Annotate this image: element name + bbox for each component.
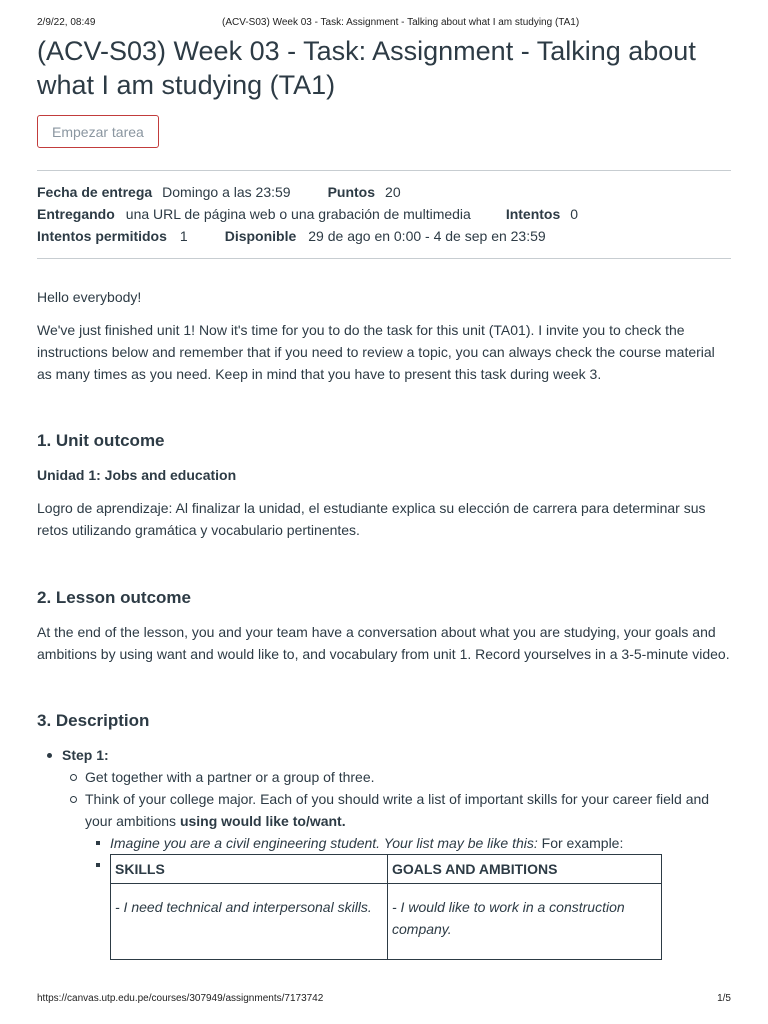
table-row xyxy=(111,855,662,884)
attempts-value: 0 xyxy=(570,206,579,222)
lesson-outcome-text: At the end of the lesson, you and your team have a conversation about what you are studying, your goals and ambitions by using want and would like to, and vocabulary from unit 1. Record yourselves in a 3-5-minute video. xyxy=(37,624,730,662)
print-footer xyxy=(37,993,731,1004)
available-label: Disponible xyxy=(224,228,297,244)
print-date: 2/9/22, 08:49 xyxy=(37,17,96,28)
step-1-a: Get together with a partner or a group of three. xyxy=(85,769,375,785)
assignment-description xyxy=(37,286,731,960)
list-item xyxy=(85,788,731,960)
allowed-attempts-label: Intentos permitidos xyxy=(37,228,167,244)
table-cell-goal: - I would like to work in a construction company. xyxy=(388,884,662,960)
step-1-b: Think of your college major. Each of you should write a list of important skills for your career field and your ambitions xyxy=(85,791,710,829)
section-unit-outcome: 1. Unit outcome xyxy=(37,431,165,450)
available-value: 29 de ago en 0:00 - 4 de sep en 23:59 xyxy=(308,228,546,244)
section-description: 3. Description xyxy=(37,711,150,730)
list-item xyxy=(110,832,731,854)
start-assignment-button[interactable]: Empezar tarea xyxy=(37,115,159,148)
print-page-number: 1/5 xyxy=(717,993,731,1004)
example-italic: Imagine you are a civil engineering student. Your list may be like this: xyxy=(110,835,538,851)
divider xyxy=(37,258,731,259)
list-item xyxy=(62,744,731,960)
points-value: 20 xyxy=(385,184,401,200)
greeting: Hello everybody! xyxy=(37,289,142,305)
unit-name: Unidad 1: Jobs and education xyxy=(37,467,237,483)
assignment-details xyxy=(37,171,731,258)
step-1-b-bold: using would like to/want. xyxy=(179,813,346,829)
table-row xyxy=(111,884,662,960)
print-header-title: (ACV-S03) Week 03 - Task: Assignment - Talking about what I am studying (TA1) xyxy=(222,17,580,28)
list-item xyxy=(110,854,731,960)
print-header xyxy=(37,17,731,28)
submitting-value: una URL de página web o una grabación de multimedia xyxy=(125,206,471,222)
assignment-content xyxy=(37,34,731,960)
step-1-sublist xyxy=(62,766,731,960)
section-lesson-outcome: 2. Lesson outcome xyxy=(37,588,191,607)
due-label: Fecha de entrega xyxy=(37,184,153,200)
steps-list xyxy=(37,744,731,960)
table-header-goals: GOALS AND AMBITIONS xyxy=(388,855,662,884)
submitting-label: Entregando xyxy=(37,206,115,222)
step-1-label: Step 1: xyxy=(62,747,109,763)
example-normal: For example: xyxy=(537,835,624,851)
print-url[interactable]: https://canvas.utp.edu.pe/courses/307949/assignments/7173742 xyxy=(37,993,324,1004)
attempts-label: Intentos xyxy=(505,206,561,222)
table-cell-skill: - I need technical and interpersonal skills. xyxy=(111,884,388,960)
allowed-attempts-value: 1 xyxy=(179,228,188,244)
example-list xyxy=(85,832,731,960)
intro-paragraph: We've just finished unit 1! Now it's time for you to do the task for this unit (TA01). I invite you to check the instructions below and remember that if you need to review a topic, you can always check the course material as many times as you need. Keep in mind that you have to present this task during week 3. xyxy=(37,322,715,382)
points-label: Puntos xyxy=(327,184,376,200)
unit-outcome-text: Logro de aprendizaje: Al finalizar la unidad, el estudiante explica su elección de carrera para determinar sus retos utilizando gramática y vocabulario pertinentes. xyxy=(37,500,706,538)
table-header-skills: SKILLS xyxy=(111,855,388,884)
due-value: Domingo a las 23:59 xyxy=(162,184,291,200)
page-title: (ACV-S03) Week 03 - Task: Assignment - Talking about what I am studying (TA1) xyxy=(37,36,696,100)
list-item xyxy=(85,766,731,788)
skills-table xyxy=(110,854,662,960)
